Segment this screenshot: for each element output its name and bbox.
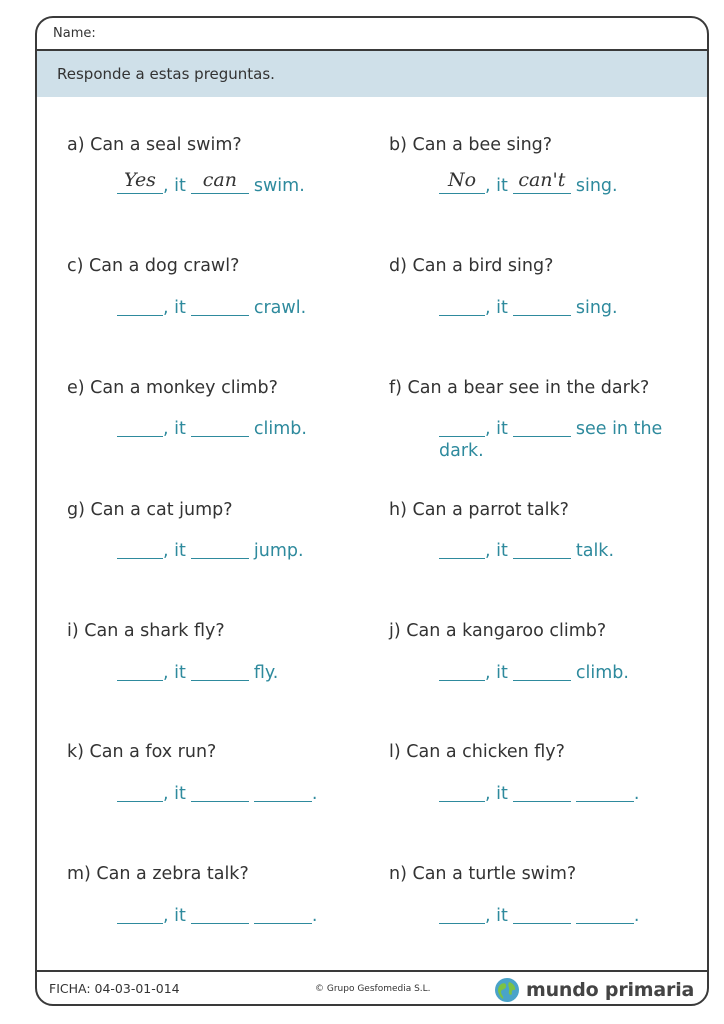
answer-blank-2[interactable] [191, 783, 249, 802]
answer-f [439, 418, 709, 462]
answer-blank-1[interactable] [117, 297, 163, 316]
answer-blank-2[interactable] [191, 418, 249, 437]
answer-tail: swim. [253, 176, 305, 196]
answer-a [117, 169, 305, 197]
answer-separator: , it [485, 419, 508, 439]
answer-tail: climb. [575, 663, 629, 683]
answer-blank-2[interactable] [513, 783, 571, 802]
question-k: k) Can a fox run? [67, 742, 217, 762]
answer-blank-3[interactable] [576, 905, 634, 924]
answer-separator: , it [485, 298, 508, 318]
copyright-text: © Grupo Gesfomedia S.L. [315, 984, 431, 994]
answer-tail: . [633, 784, 640, 804]
answer-g [117, 540, 304, 562]
brand-logo [494, 976, 694, 1004]
answer-tail: . [311, 906, 318, 926]
answer-separator: , it [163, 906, 186, 926]
answer-separator: , it [485, 663, 508, 683]
answer-blank-3[interactable] [254, 783, 312, 802]
answer-tail: crawl. [253, 298, 307, 318]
name-row [37, 18, 707, 51]
answer-tail: sing. [575, 176, 618, 196]
question-b: b) Can a bee sing? [389, 135, 553, 155]
answer-blank-2[interactable] [191, 169, 249, 194]
answer-blank-1[interactable] [439, 905, 485, 924]
answer-blank-1[interactable] [117, 540, 163, 559]
answer-tail: climb. [253, 419, 307, 439]
answer-blank-1[interactable] [439, 540, 485, 559]
question-e: e) Can a monkey climb? [67, 378, 278, 398]
answer-tail: see in the [575, 419, 663, 439]
answer-blank-2[interactable] [191, 540, 249, 559]
answer-tail: fly. [253, 663, 279, 683]
answer-j [439, 662, 629, 684]
answer-blank-1[interactable] [117, 418, 163, 437]
answer-b [439, 169, 618, 197]
answer-blank-2[interactable] [513, 169, 571, 194]
answer-m [117, 905, 317, 927]
answer-blank-1[interactable] [117, 169, 163, 194]
answer-blank-1[interactable] [439, 418, 485, 437]
globe-icon [494, 977, 520, 1003]
question-d: d) Can a bird sing? [389, 256, 554, 276]
brand-name: mundo primaria [526, 979, 695, 1001]
answer-blank-1[interactable] [117, 783, 163, 802]
answer-tail: talk. [575, 541, 615, 561]
question-l: l) Can a chicken fly? [389, 742, 565, 762]
answer-tail: . [633, 906, 640, 926]
answer-separator: , it [485, 784, 508, 804]
question-a: a) Can a seal swim? [67, 135, 242, 155]
answer-tail: sing. [575, 298, 618, 318]
answer-h [439, 540, 614, 562]
answer-separator: , it [163, 419, 186, 439]
answer-n [439, 905, 639, 927]
instructions-band [37, 51, 707, 97]
question-g: g) Can a cat jump? [67, 500, 233, 520]
instructions-text: Responde a estas preguntas. [57, 65, 275, 83]
answer-separator: , it [485, 541, 508, 561]
answer-blank-2[interactable] [191, 662, 249, 681]
worksheet-frame [35, 16, 709, 1006]
answer-blank-3[interactable] [254, 905, 312, 924]
answer-blank-2[interactable] [513, 905, 571, 924]
answer-blank-2[interactable] [513, 418, 571, 437]
answer-blank-1[interactable] [439, 783, 485, 802]
question-c: c) Can a dog crawl? [67, 256, 240, 276]
answer-blank-1[interactable] [117, 662, 163, 681]
answer-c [117, 297, 306, 319]
answer-separator: , it [485, 906, 508, 926]
question-i: i) Can a shark fly? [67, 621, 225, 641]
answer-separator: , it [163, 298, 186, 318]
answer-blank-2[interactable] [513, 297, 571, 316]
answer-tail-wrap: dark. [439, 441, 484, 461]
handwritten-answer: can't [518, 169, 566, 191]
answer-blank-3[interactable] [576, 783, 634, 802]
answer-blank-2[interactable] [191, 297, 249, 316]
answer-blank-2[interactable] [513, 540, 571, 559]
answer-tail: jump. [253, 541, 304, 561]
answer-k [117, 783, 317, 805]
answer-d [439, 297, 618, 319]
answer-separator: , it [163, 784, 186, 804]
ficha-code: FICHA: 04-03-01-014 [49, 981, 180, 996]
answer-blank-1[interactable] [117, 905, 163, 924]
answer-tail: . [311, 784, 318, 804]
answer-blank-1[interactable] [439, 297, 485, 316]
answer-blank-1[interactable] [439, 662, 485, 681]
answer-blank-2[interactable] [513, 662, 571, 681]
answer-i [117, 662, 278, 684]
answer-blank-2[interactable] [191, 905, 249, 924]
handwritten-answer: No [447, 169, 477, 191]
answer-e [117, 418, 307, 440]
question-m: m) Can a zebra talk? [67, 864, 249, 884]
answer-blank-1[interactable] [439, 169, 485, 194]
answer-separator: , it [163, 176, 186, 196]
answer-separator: , it [485, 176, 508, 196]
question-f: f) Can a bear see in the dark? [389, 378, 650, 398]
answer-separator: , it [163, 541, 186, 561]
name-label: Name: [53, 26, 96, 41]
handwritten-answer: Yes [124, 169, 156, 191]
footer-divider [37, 970, 707, 972]
handwritten-answer: can [202, 169, 237, 191]
answer-separator: , it [163, 663, 186, 683]
question-h: h) Can a parrot talk? [389, 500, 569, 520]
question-j: j) Can a kangaroo climb? [389, 621, 607, 641]
question-n: n) Can a turtle swim? [389, 864, 577, 884]
answer-l [439, 783, 639, 805]
